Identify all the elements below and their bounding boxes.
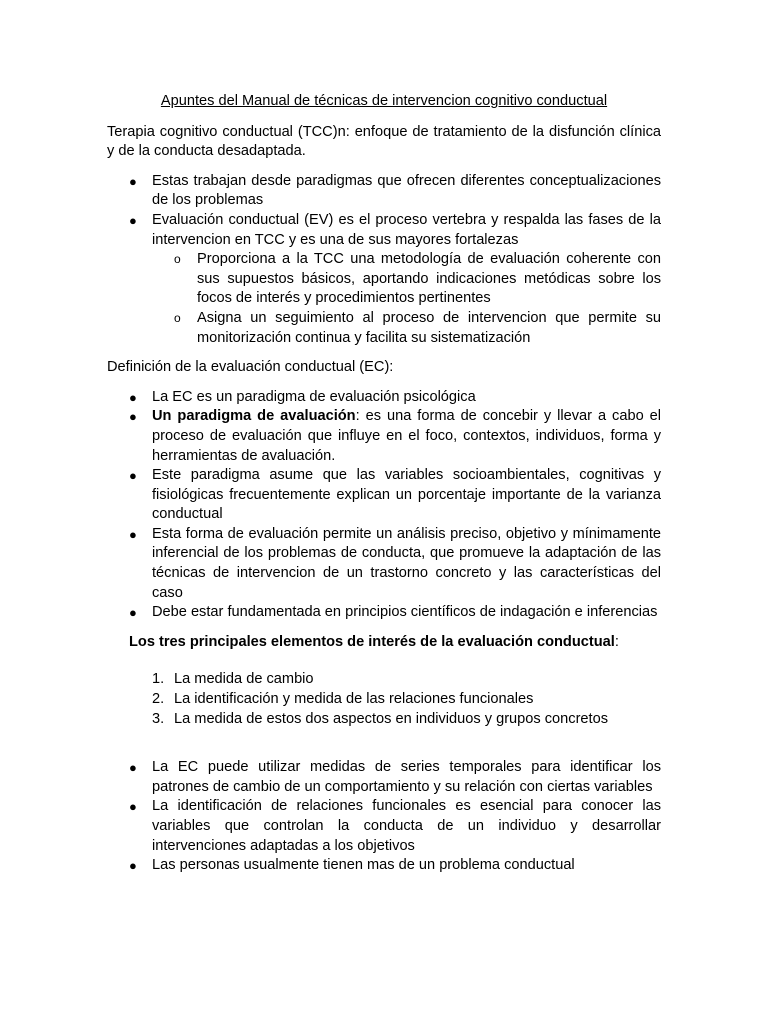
numbered-item-text: La medida de cambio xyxy=(174,671,314,688)
list-item xyxy=(107,603,661,623)
bullet-icon: ● xyxy=(129,605,137,621)
sub-list-item xyxy=(152,250,661,309)
bold-term: Un paradigma de avaluación xyxy=(152,408,356,425)
list-item-text: La EC es un paradigma de evaluación psicológica xyxy=(152,388,476,405)
list-item-text: Evaluación conductual (EV) es el proceso vertebra y respalda las fases de la intervencion en TCC y es una de sus mayores fortalezas xyxy=(152,211,661,248)
bullet-icon: ● xyxy=(129,858,137,874)
hollow-bullet-icon: o xyxy=(174,310,181,325)
bullet-icon: ● xyxy=(129,173,137,189)
list-item xyxy=(107,388,661,408)
bullet-icon: ● xyxy=(129,389,137,405)
bullet-icon: ● xyxy=(129,212,137,228)
list-item-text: Esta forma de evaluación permite un análisis preciso, objetivo y mínimamente inferencial de los problemas de conducta, que promueve la adaptación de las técnicas de intervencion de un trastorno concreto y las características del caso xyxy=(152,525,661,601)
sub-bullet-list xyxy=(152,250,661,348)
list-item-text: Las personas usualmente tienen mas de un problema conductual xyxy=(152,857,575,874)
list-item xyxy=(107,466,661,525)
list-item-text: La EC puede utilizar medidas de series temporales para identificar los patrones de cambio de un comportamiento y su relación con ciertas variables xyxy=(152,759,661,795)
sub-list-item xyxy=(152,309,661,348)
elements-heading xyxy=(129,633,661,653)
bullet-list-tcc xyxy=(107,172,661,348)
document-body xyxy=(107,92,661,886)
numbered-item-text: La medida de estos dos aspectos en individuos y grupos concretos xyxy=(174,710,609,727)
numbered-item xyxy=(107,690,661,710)
item-number: 2. xyxy=(152,691,165,708)
list-item-text: Estas trabajan desde paradigmas que ofrecen diferentes conceptualizaciones de los problemas xyxy=(152,172,661,209)
intro-paragraph: Terapia cognitivo conductual (TCC)n: enfoque de tratamiento de la disfunción clínica y de la conducta desadaptada. xyxy=(107,123,661,160)
bullet-icon: ● xyxy=(129,799,137,815)
bullet-icon: ● xyxy=(129,468,137,484)
hollow-bullet-icon: o xyxy=(174,252,181,267)
list-item xyxy=(107,797,661,856)
list-item-text: Debe estar fundamentada en principios científicos de indagación e inferencias xyxy=(152,604,658,621)
document-title: Apuntes del Manual de técnicas de intervencion cognitivo conductual xyxy=(160,93,608,109)
bullet-icon: ● xyxy=(129,760,137,776)
numbered-item xyxy=(107,710,661,730)
bullet-list-ec xyxy=(107,758,661,876)
list-item xyxy=(107,856,661,876)
item-number: 3. xyxy=(152,710,165,727)
bullet-icon: ● xyxy=(129,409,137,425)
list-item xyxy=(107,407,661,466)
definition-heading: Definición de la evaluación conductual (EC): xyxy=(107,359,394,376)
list-item xyxy=(107,172,661,211)
list-item-text: Este paradigma asume que las variables socioambientales, cognitivas y fisiológicas frecuentemente explican un porcentaje importante de la varianza conductual xyxy=(152,467,661,523)
bullet-icon: ● xyxy=(129,526,137,542)
item-number: 1. xyxy=(152,671,165,688)
list-item-text: : es una forma de concebir y llevar a cabo el proceso de evaluación que influye en el foco, contextos, individuos, forma y herramientas de avaluación. xyxy=(152,408,662,464)
bullet-list-definition xyxy=(107,388,661,623)
list-item xyxy=(107,211,661,348)
sub-list-item-text: Proporciona a la TCC una metodología de evaluación coherente con sus supuestos básicos, aportando indicaciones metódicas sobre los focos de interés y procedimientos pertinentes xyxy=(197,251,661,307)
numbered-item-text: La identificación y medida de las relaciones funcionales xyxy=(174,691,534,708)
numbered-item xyxy=(107,670,661,690)
list-item xyxy=(107,758,661,797)
list-item xyxy=(107,525,661,603)
sub-list-item-text: Asigna un seguimiento al proceso de intervencion que permite su monitorización continua y facilita su sistematización xyxy=(197,309,661,346)
elements-heading-text: Los tres principales elementos de interés de la evaluación conductual xyxy=(129,633,615,650)
numbered-list xyxy=(107,670,661,729)
elements-heading-colon: : xyxy=(614,633,619,650)
list-item-text: La identificación de relaciones funcionales es esencial para conocer las variables que controlan la conducta de un individuo y desarrollar intervenciones adaptadas a los objetivos xyxy=(152,798,661,854)
